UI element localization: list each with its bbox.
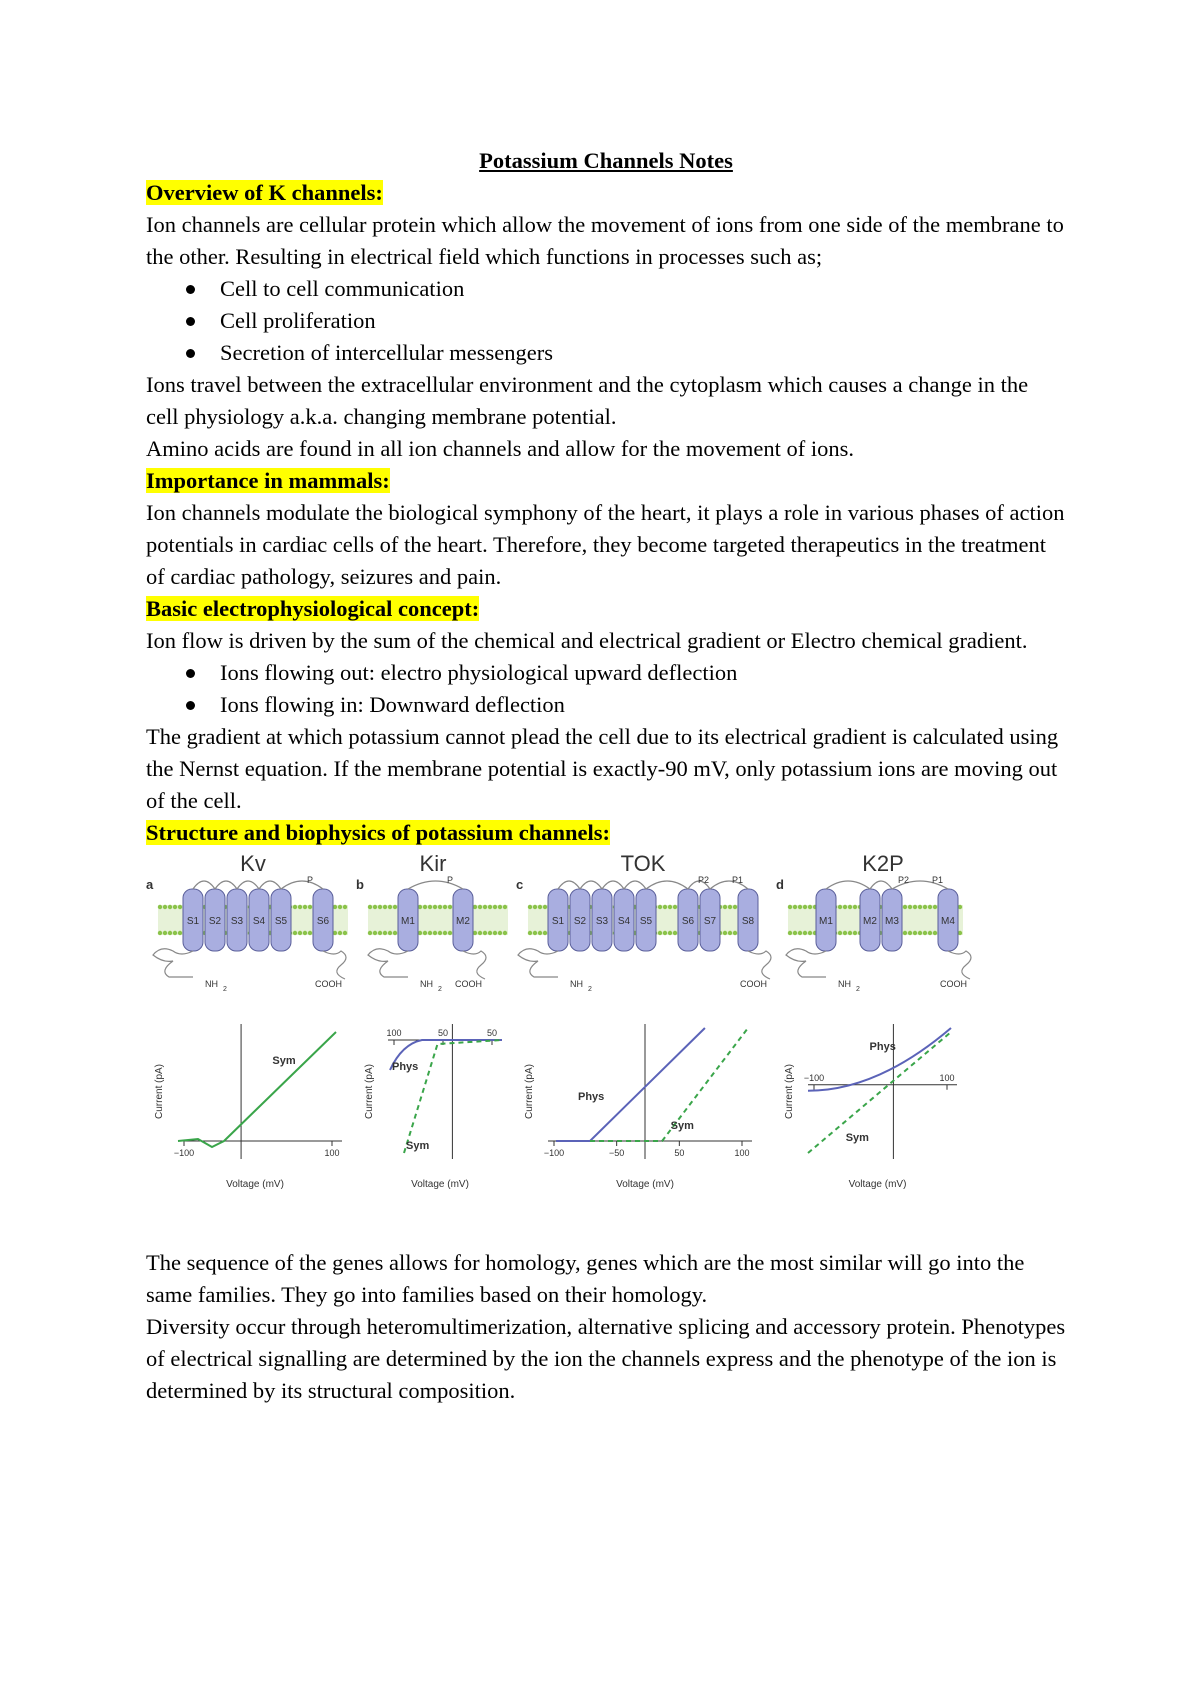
- lipid-head: [293, 931, 297, 935]
- lipid-head: [383, 905, 387, 909]
- lipid-head: [443, 931, 447, 935]
- lipid-head: [848, 931, 852, 935]
- lipid-head: [798, 931, 802, 935]
- lipid-head: [853, 931, 857, 935]
- lipid-head: [298, 905, 302, 909]
- y-axis-label: Current (pA): [524, 1063, 535, 1120]
- lipid-head: [528, 931, 532, 935]
- lipid-head: [433, 931, 437, 935]
- helix-label: S8: [741, 916, 755, 927]
- lipid-head: [368, 931, 372, 935]
- lipid-head: [173, 905, 177, 909]
- lipid-head: [673, 931, 677, 935]
- lipid-head: [903, 905, 907, 909]
- n-terminus-tail: [786, 949, 826, 977]
- helix-label: M2: [863, 916, 877, 927]
- lipid-head: [388, 931, 392, 935]
- lipid-head: [808, 905, 812, 909]
- lipid-head: [173, 931, 177, 935]
- lipid-head: [538, 905, 542, 909]
- curve-label-sym: Sym: [406, 1140, 430, 1152]
- extracellular-loop: [215, 881, 237, 889]
- x-tick-label: −100: [803, 1072, 825, 1083]
- x-axis-label: Voltage (mV): [226, 1179, 284, 1190]
- lipid-head: [543, 931, 547, 935]
- helix-label: S7: [703, 916, 717, 927]
- n-terminus-subscript: 2: [438, 986, 442, 993]
- structure-paragraph-1: The sequence of the genes allows for homology, genes which are the most similar will go into the same families. They go into families based on their homology.: [146, 1250, 1025, 1307]
- n-terminus-label: NH: [205, 979, 218, 989]
- extracellular-loop: [237, 881, 259, 889]
- lipid-head: [478, 905, 482, 909]
- overview-bullet-list: [146, 273, 1066, 369]
- curve-sym: [178, 1032, 336, 1147]
- lipid-head: [168, 905, 172, 909]
- helix-label: S6: [316, 916, 330, 927]
- c-terminus-label: COOH: [940, 979, 967, 989]
- lipid-head: [843, 931, 847, 935]
- lipid-head: [503, 931, 507, 935]
- helix-label: S3: [595, 916, 609, 927]
- lipid-head: [918, 931, 922, 935]
- lipid-head: [308, 905, 312, 909]
- lipid-head: [788, 905, 792, 909]
- lipid-head: [423, 905, 427, 909]
- lipid-head: [178, 931, 182, 935]
- lipid-head: [373, 931, 377, 935]
- lipid-head: [528, 905, 532, 909]
- lipid-head: [488, 931, 492, 935]
- helix-label: S2: [573, 916, 587, 927]
- n-terminus-subscript: 2: [856, 986, 860, 993]
- lipid-head: [933, 905, 937, 909]
- panel-name-c: TOK: [620, 851, 666, 876]
- c-terminus-tail: [323, 951, 346, 979]
- extracellular-loop: [826, 881, 870, 889]
- lipid-head: [723, 905, 727, 909]
- pore-label: P: [307, 875, 314, 885]
- curve-label-sym: Sym: [272, 1055, 296, 1067]
- bullet-icon: [186, 701, 195, 710]
- lipid-head: [298, 931, 302, 935]
- lipid-head: [378, 905, 382, 909]
- lipid-head: [388, 905, 392, 909]
- lipid-head: [808, 931, 812, 935]
- lipid-head: [493, 905, 497, 909]
- lipid-head: [163, 931, 167, 935]
- helix-label: M3: [885, 916, 899, 927]
- extracellular-loop: [646, 881, 688, 889]
- curve-label-phys: Phys: [392, 1061, 419, 1073]
- lipid-head: [538, 931, 542, 935]
- helix-label: S5: [639, 916, 653, 927]
- lipid-head: [168, 931, 172, 935]
- lipid-head: [803, 931, 807, 935]
- pore-label: P2: [898, 875, 910, 885]
- page-title: Potassium Channels Notes: [479, 148, 733, 173]
- lipid-head: [908, 931, 912, 935]
- helix-label: S2: [208, 916, 222, 927]
- n-terminus-tail: [518, 949, 558, 977]
- bullet-icon: [186, 285, 195, 294]
- lipid-head: [793, 905, 797, 909]
- lipid-head: [393, 931, 397, 935]
- n-terminus-label: NH: [570, 979, 583, 989]
- lipid-head: [663, 905, 667, 909]
- lipid-head: [658, 931, 662, 935]
- lipid-head: [438, 905, 442, 909]
- lipid-head: [913, 905, 917, 909]
- overview-paragraph-2: Ions travel between the extracellular environment and the cytoplasm which causes a change in the cell physiology a.k.a. changing membrane potential.: [146, 372, 1029, 429]
- bullet-icon: [186, 317, 195, 326]
- x-tick-label: 100: [386, 1028, 402, 1038]
- curve-label-phys: Phys: [869, 1041, 896, 1053]
- lipid-head: [848, 905, 852, 909]
- lipid-head: [838, 905, 842, 909]
- x-tick-label: 50: [674, 1148, 685, 1158]
- lipid-head: [838, 931, 842, 935]
- x-tick-label: 50: [486, 1028, 498, 1038]
- extracellular-loop: [580, 881, 602, 889]
- lipid-head: [178, 905, 182, 909]
- heading-importance: Importance in mammals:: [146, 468, 390, 493]
- x-tick-label: 50: [437, 1028, 449, 1038]
- lipid-head: [383, 931, 387, 935]
- panel-name-b: Kir: [419, 851, 447, 876]
- lipid-head: [158, 905, 162, 909]
- lipid-head: [443, 905, 447, 909]
- pore-label: P1: [932, 875, 944, 885]
- lipid-head: [378, 931, 382, 935]
- lipid-head: [923, 905, 927, 909]
- overview-intro: Ion channels are cellular protein which allow the movement of ions from one side of the membrane to the other. Resulting in electrical field which functions in processes such as;: [146, 212, 1064, 269]
- n-terminus-subscript: 2: [588, 986, 592, 993]
- lipid-head: [448, 905, 452, 909]
- n-terminus-subscript: 2: [223, 986, 227, 993]
- extracellular-loop: [602, 881, 624, 889]
- lipid-head: [803, 905, 807, 909]
- lipid-head: [303, 905, 307, 909]
- lipid-head: [668, 905, 672, 909]
- curve-sym: [590, 1028, 748, 1141]
- x-tick-label: −100: [543, 1148, 565, 1158]
- helix-label: S4: [617, 916, 631, 927]
- structure-paragraph-2: Diversity occur through heteromultimerization, alternative splicing and accessory protein. Phenotypes of electrical signalling are determined by the ion the channels express and the phenotype of the ion is determined by its structural composition.: [146, 1314, 1066, 1403]
- helix-label: M1: [401, 916, 415, 927]
- c-terminus-label: COOH: [455, 979, 482, 989]
- n-terminus-tail: [368, 949, 408, 977]
- lipid-head: [338, 931, 342, 935]
- lipid-head: [928, 905, 932, 909]
- extracellular-loop: [870, 881, 892, 889]
- overview-paragraph-3: Amino acids are found in all ion channels and allow for the movement of ions.: [146, 436, 854, 461]
- lipid-head: [428, 905, 432, 909]
- x-axis-label: Voltage (mV): [411, 1179, 469, 1190]
- lipid-head: [663, 931, 667, 935]
- lipid-head: [668, 931, 672, 935]
- helix-label: S3: [230, 916, 244, 927]
- helix-label: S5: [274, 916, 288, 927]
- lipid-head: [478, 931, 482, 935]
- list-item: Ions flowing in: Downward deflection: [146, 689, 1066, 721]
- extracellular-loop: [408, 881, 463, 889]
- channel-figure: [146, 849, 1066, 1247]
- lipid-head: [433, 905, 437, 909]
- lipid-head: [423, 931, 427, 935]
- lipid-head: [438, 931, 442, 935]
- lipid-head: [843, 905, 847, 909]
- lipid-head: [928, 931, 932, 935]
- x-axis-label: Voltage (mV): [848, 1179, 907, 1190]
- lipid-head: [338, 905, 342, 909]
- lipid-head: [343, 931, 347, 935]
- lipid-head: [658, 905, 662, 909]
- bullet-icon: [186, 349, 195, 358]
- lipid-head: [793, 931, 797, 935]
- channel-figure-svg: [138, 849, 1068, 1247]
- lipid-head: [913, 931, 917, 935]
- basic-paragraph-2: The gradient at which potassium cannot plead the cell due to its electrical gradient is calculated using the Nernst equation. If the membrane potential is exactly-90 mV, only potassium ions are moving out of the cell.: [146, 724, 1059, 813]
- curve-phys: [808, 1028, 951, 1091]
- n-terminus-tail: [153, 949, 193, 977]
- helix-label: S6: [681, 916, 695, 927]
- membrane-band: [368, 905, 508, 935]
- helix-label: M2: [456, 916, 470, 927]
- lipid-head: [728, 905, 732, 909]
- lipid-head: [723, 931, 727, 935]
- curve-sym: [404, 1040, 502, 1153]
- lipid-head: [918, 905, 922, 909]
- c-terminus-tail: [948, 951, 971, 979]
- lipid-head: [923, 931, 927, 935]
- heading-basic-concept: Basic electrophysiological concept:: [146, 596, 480, 621]
- lipid-head: [308, 931, 312, 935]
- lipid-head: [533, 931, 537, 935]
- lipid-head: [493, 931, 497, 935]
- curve-label-phys: Phys: [578, 1091, 605, 1103]
- document-page: [146, 145, 1066, 1407]
- helix-label: S4: [252, 916, 266, 927]
- x-tick-label: −100: [173, 1148, 195, 1158]
- x-tick-label: 100: [324, 1148, 340, 1158]
- extracellular-loop: [281, 881, 323, 889]
- lipid-head: [798, 905, 802, 909]
- lipid-head: [483, 905, 487, 909]
- list-item: Cell proliferation: [146, 305, 1066, 337]
- lipid-head: [728, 931, 732, 935]
- lipid-head: [368, 905, 372, 909]
- x-tick-label: 100: [939, 1072, 955, 1083]
- lipid-head: [673, 905, 677, 909]
- basic-bullet-list: [146, 657, 1066, 721]
- y-axis-label: Current (pA): [784, 1063, 795, 1120]
- helix-label: M1: [819, 916, 833, 927]
- c-terminus-label: COOH: [740, 979, 767, 989]
- lipid-head: [483, 931, 487, 935]
- lipid-head: [533, 905, 537, 909]
- panel-letter-a: a: [146, 877, 154, 892]
- x-tick-label: −50: [609, 1148, 625, 1158]
- lipid-head: [733, 931, 737, 935]
- panel-letter-d: d: [776, 877, 784, 892]
- lipid-head: [498, 931, 502, 935]
- c-terminus-label: COOH: [315, 979, 342, 989]
- panel-name-d: K2P: [862, 851, 904, 876]
- extracellular-loop: [259, 881, 281, 889]
- pore-label: P2: [698, 875, 710, 885]
- lipid-head: [163, 905, 167, 909]
- lipid-head: [733, 905, 737, 909]
- lipid-head: [293, 905, 297, 909]
- pore-label: P: [447, 875, 454, 885]
- panel-letter-c: c: [516, 877, 524, 892]
- lipid-head: [488, 905, 492, 909]
- lipid-head: [788, 931, 792, 935]
- n-terminus-label: NH: [838, 979, 851, 989]
- lipid-head: [908, 905, 912, 909]
- extracellular-loop: [558, 881, 580, 889]
- lipid-head: [393, 905, 397, 909]
- curve-label-sym: Sym: [670, 1120, 694, 1132]
- curve-label-sym: Sym: [845, 1132, 869, 1144]
- x-tick-label: 100: [734, 1148, 750, 1158]
- lipid-head: [303, 931, 307, 935]
- n-terminus-label: NH: [420, 979, 433, 989]
- extracellular-loop: [193, 881, 215, 889]
- y-axis-label: Current (pA): [364, 1063, 375, 1120]
- c-terminus-tail: [748, 951, 771, 979]
- heading-overview: Overview of K channels:: [146, 180, 383, 205]
- heading-structure: Structure and biophysics of potassium channels:: [146, 820, 611, 845]
- x-axis-label: Voltage (mV): [616, 1179, 674, 1190]
- basic-intro: Ion flow is driven by the sum of the chemical and electrical gradient or Electro chemical gradient.: [146, 628, 1028, 653]
- lipid-head: [373, 905, 377, 909]
- lipid-head: [903, 931, 907, 935]
- lipid-head: [543, 905, 547, 909]
- lipid-head: [448, 931, 452, 935]
- lipid-head: [933, 931, 937, 935]
- list-item: Cell to cell communication: [146, 273, 1066, 305]
- list-item: Secretion of intercellular messengers: [146, 337, 1066, 369]
- lipid-head: [853, 905, 857, 909]
- c-terminus-tail: [463, 951, 486, 979]
- lipid-head: [498, 905, 502, 909]
- y-axis-label: Current (pA): [154, 1063, 165, 1120]
- panel-letter-b: b: [356, 877, 364, 892]
- list-item: Ions flowing out: electro physiological upward deflection: [146, 657, 1066, 689]
- lipid-head: [343, 905, 347, 909]
- panel-name-a: Kv: [240, 851, 266, 876]
- pore-label: P1: [732, 875, 744, 885]
- helix-label: S1: [551, 916, 565, 927]
- lipid-head: [503, 905, 507, 909]
- bullet-icon: [186, 669, 195, 678]
- importance-body: Ion channels modulate the biological symphony of the heart, it plays a role in various phases of action potentials in cardiac cells of the heart. Therefore, they become targeted therapeutics in the treatment of cardiac pathology, seizures and pain.: [146, 500, 1065, 589]
- extracellular-loop: [624, 881, 646, 889]
- helix-label: M4: [941, 916, 955, 927]
- lipid-head: [158, 931, 162, 935]
- helix-label: S1: [186, 916, 200, 927]
- lipid-head: [428, 931, 432, 935]
